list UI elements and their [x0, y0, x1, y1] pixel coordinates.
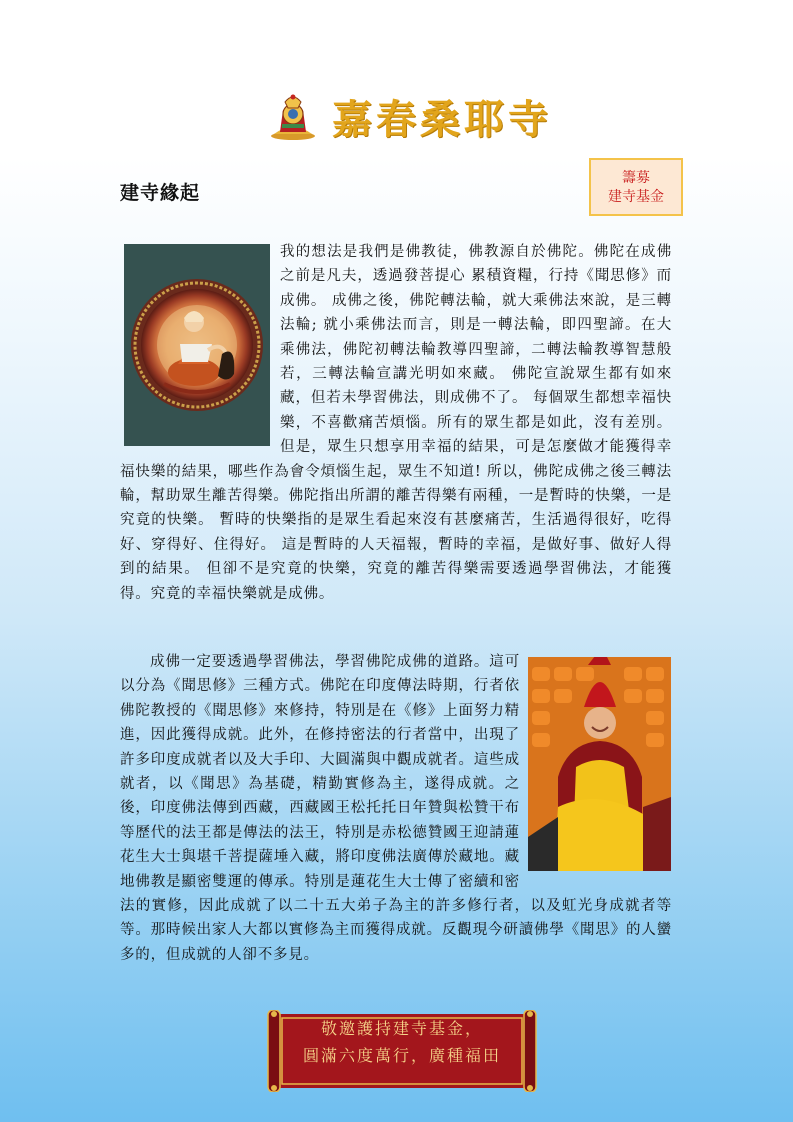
site-title: 嘉春桑耶寺	[332, 96, 552, 143]
banner-line1: 敬邀護持建寺基金，	[320, 1019, 483, 1038]
fund-box-line1: 籌募	[622, 170, 650, 186]
banner-line2: 圓滿六度萬行，廣種福田	[302, 1046, 501, 1065]
thangka-painting-image	[124, 244, 270, 446]
paragraph1-text: 我的想法是我們是佛教徒，佛教源自於佛陀。佛陀在成佛之前是凡夫，透過發菩提心 累積資糧，行持《聞思修》而成佛。 成佛之後，佛陀轉法輪，就大乘佛法來說，是三轉法輪; 就小乘佛法而言，則是一轉法輪，即四聖諦。在大乘佛法，佛陀初轉法輪教導四聖諦，二轉法輪教導智慧般若，三轉法輪宣講光明如來藏。 佛陀宣說眾生都有如來藏，但若未學習佛法，則成佛不了。 每個眾生都想幸福快樂，不喜歡痛苦煩惱。所有的眾生都是如此，沒有差別。但是，眾生只想享用幸福的結果，可是怎麼做才能獲得幸福快樂的結果，哪些作為會令煩惱生起，眾生不知道! 所以，佛陀成佛之後三轉法輪，幫助眾生離苦得樂。佛陀指出所謂的離苦得樂有兩種，一是暫時的快樂，一是究竟的快樂。 暫時的快樂指的是眾生看起來沒有甚麼痛苦，生活過得很好，吃得好、穿得好、住得好。 這是暫時的人天福報，暫時的幸福，是做好事、做好人得到的結果。 但卻不是究竟的快樂，究竟的離苦得樂需要透過學習佛法，才能獲得。究竟的幸福快樂就是成佛。	[120, 244, 672, 602]
fund-box-line2: 建寺基金	[608, 189, 664, 205]
banner-text	[266, 1015, 538, 1069]
paragraph2-text: 成佛一定要透過學習佛法，學習佛陀成佛的道路。這可以分為《聞思修》三種方式。佛陀在印度傳法時期，行者依佛陀教授的《聞思修》來修持，特別是在《修》上面努力精進，因此獲得成就。此外，在修持密法的行者當中，出現了許多印度成就者以及大手印、大圓滿與中觀成就者。這些成就者，以《聞思》為基礎，精勤實修為主，遂得成就。之後，印度佛法傳到西藏，西藏國王松托托日年贊與松贊干布等歷代的法王都是傳法的法王，特別是赤松德贊國王迎請蓮花生大士與堪千菩提薩埵入藏，將印度佛法廣傳於藏地。藏地佛教是顯密雙運的傳承。特別是蓮花生大士傳了密續和密法的實修，因此成就了以二十五大弟子為主的許多修行者，以及虹光身成就者等等。那時候出家人大都以實修為主而獲得成就。反觀現今研讀佛學《聞思》的人蠻多的，但成就的人卻不多見。	[120, 654, 672, 963]
page-header	[0, 86, 793, 156]
page-title: 建寺緣起	[120, 182, 201, 204]
fundraising-box[interactable]	[589, 158, 683, 216]
lama-portrait-photo	[528, 657, 671, 871]
temple-logo-icon	[268, 90, 318, 140]
